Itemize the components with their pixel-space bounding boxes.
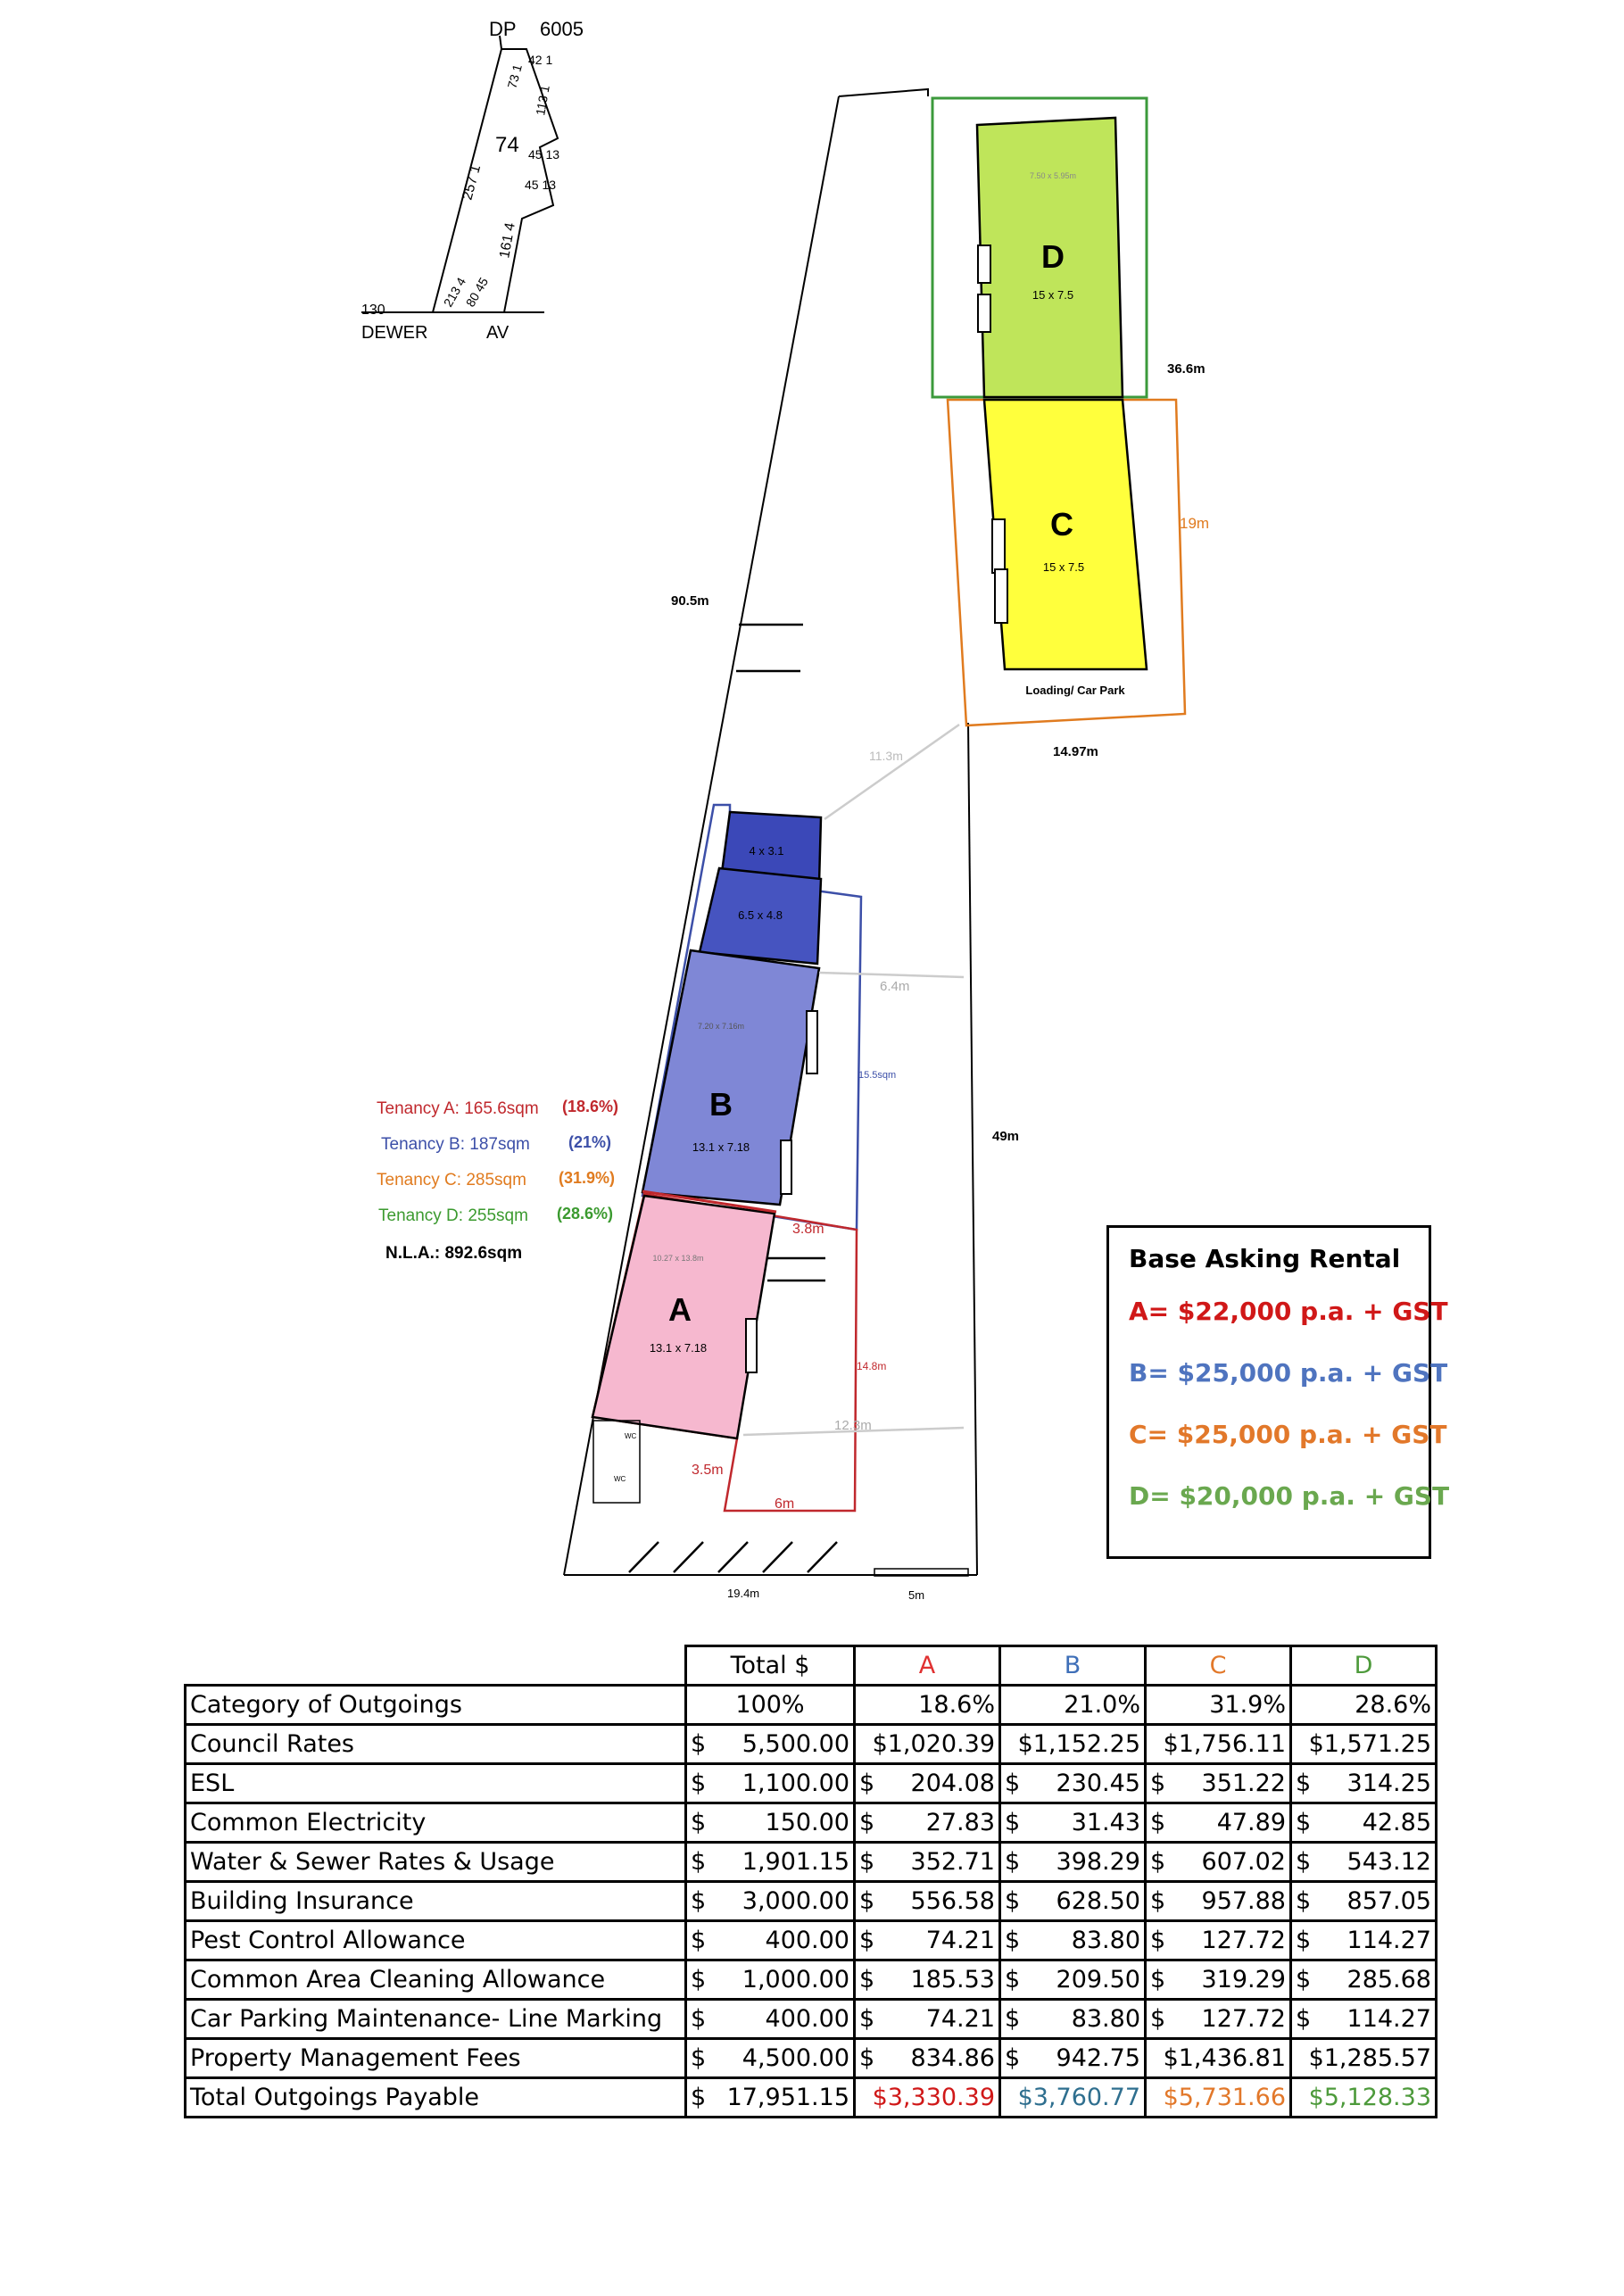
cell-total [686,1960,855,2000]
legend-b-pct: (21%) [568,1133,612,1151]
dim-right-mid: 49m [992,1129,1020,1144]
cell-b [1000,1843,1146,1882]
cell-label: Council Rates [186,1725,686,1764]
amount: 398.29 [1056,1848,1140,1876]
cell-a [855,1960,1000,2000]
nla-label: N.L.A.: 892.6sqm [385,1244,523,1263]
amount: 556.58 [910,1887,995,1915]
survey-note-7: 161 4 [497,221,518,260]
table-row [186,2039,1437,2078]
tenancy-b-building [642,950,819,1205]
amount: 1,100.00 [742,1770,849,1797]
dim-left-long: 90.5m [671,593,709,609]
amount: 319.29 [1201,1966,1286,1993]
cell-d [1291,1843,1437,1882]
cell-d [1291,1764,1437,1803]
survey-street-left: DEWER [361,323,428,343]
survey-note-3: 73 1 [504,62,525,90]
dim-b-right: 6.4m [880,979,910,994]
table-row [186,1803,1437,1843]
amount: 607.02 [1201,1848,1286,1876]
header-total: Total $ [686,1646,855,1686]
legend-b-label: Tenancy B: 187sqm [381,1135,530,1154]
header-c: C [1146,1646,1291,1686]
amount: 209.50 [1056,1966,1140,1993]
survey-angle: 130 [361,303,385,318]
amount: 314.25 [1346,1770,1431,1797]
cell-d [1291,1960,1437,2000]
dollar-sign: $ [691,1848,707,1876]
base-asking-rental-box [1106,1225,1450,1559]
dollar-sign: $ [1150,1887,1166,1915]
amount: 31.43 [1071,1809,1140,1836]
tenancy-c-door [995,569,1007,623]
cell-label: Water & Sewer Rates & Usage [186,1843,686,1882]
amount: 114.27 [1346,2005,1431,2033]
tenancy-b-door [781,1140,791,1194]
table-header-row [186,1646,1437,1686]
cell-label: ESL [186,1764,686,1803]
outgoings-table [184,1645,1438,2118]
amount: 352.71 [910,1848,995,1876]
amount: 3,000.00 [742,1887,849,1915]
amount: 942.75 [1056,2044,1140,2072]
cell-c: $5,731.66 [1146,2078,1291,2118]
cell-c [1146,1960,1291,2000]
wc-label-2: WC [614,1475,626,1483]
amount: 957.88 [1201,1887,1286,1915]
cell-b [1000,2000,1146,2039]
dim-bottom-left: 19.4m [727,1587,760,1600]
pct-row-label: Category of Outgoings [186,1686,686,1725]
dim-b-side: 15.5sqm [858,1070,897,1081]
tenancy-c-door [992,519,1005,573]
amount: 114.27 [1346,1927,1431,1954]
dollar-sign: $ [1005,1848,1021,1876]
cell-total [686,1843,855,1882]
dollar-sign: $ [1150,1770,1166,1797]
cell-c [1146,1882,1291,1921]
dollar-sign: $ [1296,1927,1312,1954]
tenancy-d-inner: 7.50 x 5.95m [1029,171,1077,180]
cell-c [1146,2000,1291,2039]
amount: 5,500.00 [742,1730,849,1758]
legend-d-label: Tenancy D: 255sqm [378,1206,528,1225]
dollar-sign: $ [859,2005,875,2033]
cell-a [855,1921,1000,1960]
tenancy-d-door [978,245,990,283]
tenancy-a-letter: A [668,1291,692,1328]
amount: 42.85 [1362,1809,1431,1836]
survey-note-2: 113 1 [533,84,552,117]
table-row [186,1960,1437,2000]
cell-total [686,1921,855,1960]
dollar-sign: $ [691,2044,707,2072]
dollar-sign: $ [859,1927,875,1954]
dollar-sign: $ [691,1887,707,1915]
header-blank [186,1646,686,1686]
amount: 857.05 [1346,1887,1431,1915]
amount: 83.80 [1071,2005,1140,2033]
rental-a: A= $22,000 p.a. + GST [1129,1297,1448,1326]
legend-d-pct: (28.6%) [557,1205,614,1223]
tenancy-c-letter: C [1050,506,1073,543]
amount: 400.00 [765,2005,849,2033]
tenancy-b-inner: 7.20 x 7.16m [697,1022,745,1031]
cell-a [855,2000,1000,2039]
pct-row-c: 31.9% [1146,1686,1291,1725]
legend-c-label: Tenancy C: 285sqm [377,1171,526,1189]
amount: 204.08 [910,1770,995,1797]
dollar-sign: $ [691,2084,707,2111]
rental-b: B= $25,000 p.a. + GST [1129,1358,1448,1388]
amount: 150.00 [765,1809,849,1836]
amount: 543.12 [1346,1848,1431,1876]
survey-sketch [361,36,558,312]
tenancy-d-size: 15 x 7.5 [1032,288,1074,302]
dollar-sign: $ [1150,2005,1166,2033]
dollar-sign: $ [1150,1966,1166,1993]
survey-dp: DP [489,18,517,40]
cell-b: $1,152.25 [1000,1725,1146,1764]
dollar-sign: $ [1296,1966,1312,1993]
cell-label: Property Management Fees [186,2039,686,2078]
dollar-sign: $ [1296,1848,1312,1876]
legend-a-pct: (18.6%) [562,1098,619,1115]
cell-b: $3,760.77 [1000,2078,1146,2118]
pct-row-d: 28.6% [1291,1686,1437,1725]
cell-c: $1,756.11 [1146,1725,1291,1764]
tenancy-d-letter: D [1041,238,1065,275]
dollar-sign: $ [1150,1927,1166,1954]
dim-c-bottom: 14.97m [1053,744,1098,759]
survey-note-5: 45 13 [525,178,557,192]
cell-b [1000,1960,1146,2000]
cell-a: $1,020.39 [855,1725,1000,1764]
dollar-sign: $ [1005,2005,1021,2033]
dim-a-bottom-left: 3.5m [692,1463,724,1478]
legend-c-pct: (31.9%) [559,1169,616,1187]
dollar-sign: $ [859,2044,875,2072]
header-d: D [1291,1646,1437,1686]
cell-d: $1,571.25 [1291,1725,1437,1764]
cell-a [855,2039,1000,2078]
survey-note-1: 42 1 [528,53,553,67]
survey-note-9: 80 45 [462,275,492,310]
cell-c [1146,1803,1291,1843]
survey-street-right: AV [486,323,510,343]
cell-total [686,2039,855,2078]
cell-b [1000,1882,1146,1921]
rental-d: D= $20,000 p.a. + GST [1129,1481,1450,1511]
table-row [186,2000,1437,2039]
cell-b [1000,1921,1146,1960]
tenancy-b-size: 13.1 x 7.18 [692,1140,750,1154]
pct-row-b: 21.0% [1000,1686,1146,1725]
dollar-sign: $ [1150,1848,1166,1876]
survey-lot: 74 [495,133,519,157]
cell-b [1000,1803,1146,1843]
dollar-sign: $ [1005,1887,1021,1915]
wc-label-1: WC [625,1432,637,1440]
cell-label: Pest Control Allowance [186,1921,686,1960]
dim-c-side: 19m [1180,515,1210,532]
cell-d [1291,2000,1437,2039]
cell-label: Building Insurance [186,1882,686,1921]
amount: 47.89 [1216,1809,1286,1836]
cell-label: Car Parking Maintenance- Line Marking [186,2000,686,2039]
cell-label: Common Electricity [186,1803,686,1843]
amount: 17,951.15 [726,2084,849,2111]
table-pct-row [186,1686,1437,1725]
tenancy-legend [377,1098,618,1263]
dollar-sign: $ [859,1809,875,1836]
tenancy-b-mid: 6.5 x 4.8 [738,908,783,922]
amount: 127.72 [1201,2005,1286,2033]
survey-note-6: 257 1 [460,162,485,203]
cell-a: $3,330.39 [855,2078,1000,2118]
cell-a [855,1882,1000,1921]
dollar-sign: $ [1005,1809,1021,1836]
survey-note-8: 213 4 [440,275,469,310]
table-row [186,1882,1437,1921]
dim-a-bottom: 6m [775,1496,795,1512]
dim-top-right: 36.6m [1167,361,1206,377]
tenancy-b-letter: B [709,1086,733,1123]
cell-label: Total Outgoings Payable [186,2078,686,2118]
cell-a [855,1764,1000,1803]
tenancy-a-size: 13.1 x 7.18 [649,1341,708,1355]
amount: 1,901.15 [742,1848,849,1876]
dollar-sign: $ [1005,2044,1021,2072]
dollar-sign: $ [691,1809,707,1836]
amount: 27.83 [925,1809,995,1836]
table-row [186,1843,1437,1882]
cell-total [686,1725,855,1764]
cell-total [686,1764,855,1803]
cell-d: $5,128.33 [1291,2078,1437,2118]
amount: 185.53 [910,1966,995,1993]
pct-row-a: 18.6% [855,1686,1000,1725]
dollar-sign: $ [1005,1927,1021,1954]
dollar-sign: $ [691,2005,707,2033]
cell-c [1146,1843,1291,1882]
cell-d [1291,1921,1437,1960]
rental-c: C= $25,000 p.a. + GST [1129,1420,1447,1449]
cell-d: $1,285.57 [1291,2039,1437,2078]
cell-a [855,1843,1000,1882]
header-a: A [855,1646,1000,1686]
dollar-sign: $ [1296,1809,1312,1836]
cell-c [1146,1921,1291,1960]
amount: 628.50 [1056,1887,1140,1915]
cell-total [686,2078,855,2118]
cell-total [686,1803,855,1843]
rental-title: Base Asking Rental [1129,1244,1401,1273]
dim-a-top: 3.8m [792,1222,824,1237]
amount: 285.68 [1346,1966,1431,1993]
amount: 127.72 [1201,1927,1286,1954]
cell-b [1000,2039,1146,2078]
table-row [186,1921,1437,1960]
dim-bottom-right: 5m [908,1588,925,1602]
cell-c [1146,1764,1291,1803]
loading-label: Loading/ Car Park [1025,684,1125,697]
dollar-sign: $ [859,1887,875,1915]
dollar-sign: $ [1296,1770,1312,1797]
amount: 1,000.00 [742,1966,849,1993]
amount: 400.00 [765,1927,849,1954]
legend-a-label: Tenancy A: 165.6sqm [377,1099,539,1118]
tenancy-d-door [978,294,990,332]
header-b: B [1000,1646,1146,1686]
tenancy-b-top: 4 x 3.1 [749,844,784,858]
pct-row-total: 100% [686,1686,855,1725]
tenancy-a-inner: 10.27 x 13.8m [652,1254,704,1263]
cell-total [686,2000,855,2039]
dollar-sign: $ [691,1966,707,1993]
amount: 74.21 [925,1927,995,1954]
cell-a [855,1803,1000,1843]
survey-dp-number: 6005 [540,18,584,40]
amount: 351.22 [1201,1770,1286,1797]
total-row [186,2078,1437,2118]
dollar-sign: $ [1296,2005,1312,2033]
survey-note-4: 45 13 [528,147,560,162]
dollar-sign: $ [1296,1887,1312,1915]
dim-a-side: 14.8m [857,1360,887,1372]
amount: 834.86 [910,2044,995,2072]
dollar-sign: $ [859,1848,875,1876]
dim-a-right: 12.3m [834,1418,872,1433]
amount: 74.21 [925,2005,995,2033]
dollar-sign: $ [1005,1770,1021,1797]
cell-label: Common Area Cleaning Allowance [186,1960,686,2000]
dollar-sign: $ [691,1770,707,1797]
cell-d [1291,1803,1437,1843]
tenancy-b-door [807,1011,817,1073]
tenancy-a-door [746,1319,757,1372]
cell-b [1000,1764,1146,1803]
dollar-sign: $ [1005,1966,1021,1993]
dollar-sign: $ [691,1730,707,1758]
tenancy-c-size: 15 x 7.5 [1042,560,1085,574]
cell-d [1291,1882,1437,1921]
cell-total [686,1882,855,1921]
dollar-sign: $ [859,1770,875,1797]
dollar-sign: $ [1150,1809,1166,1836]
dollar-sign: $ [859,1966,875,1993]
cell-c: $1,436.81 [1146,2039,1291,2078]
amount: 230.45 [1056,1770,1140,1797]
dollar-sign: $ [691,1927,707,1954]
dim-diag: 11.3m [869,749,903,763]
amount: 4,500.00 [742,2044,849,2072]
table-row [186,1764,1437,1803]
amount: 83.80 [1071,1927,1140,1954]
table-row [186,1725,1437,1764]
